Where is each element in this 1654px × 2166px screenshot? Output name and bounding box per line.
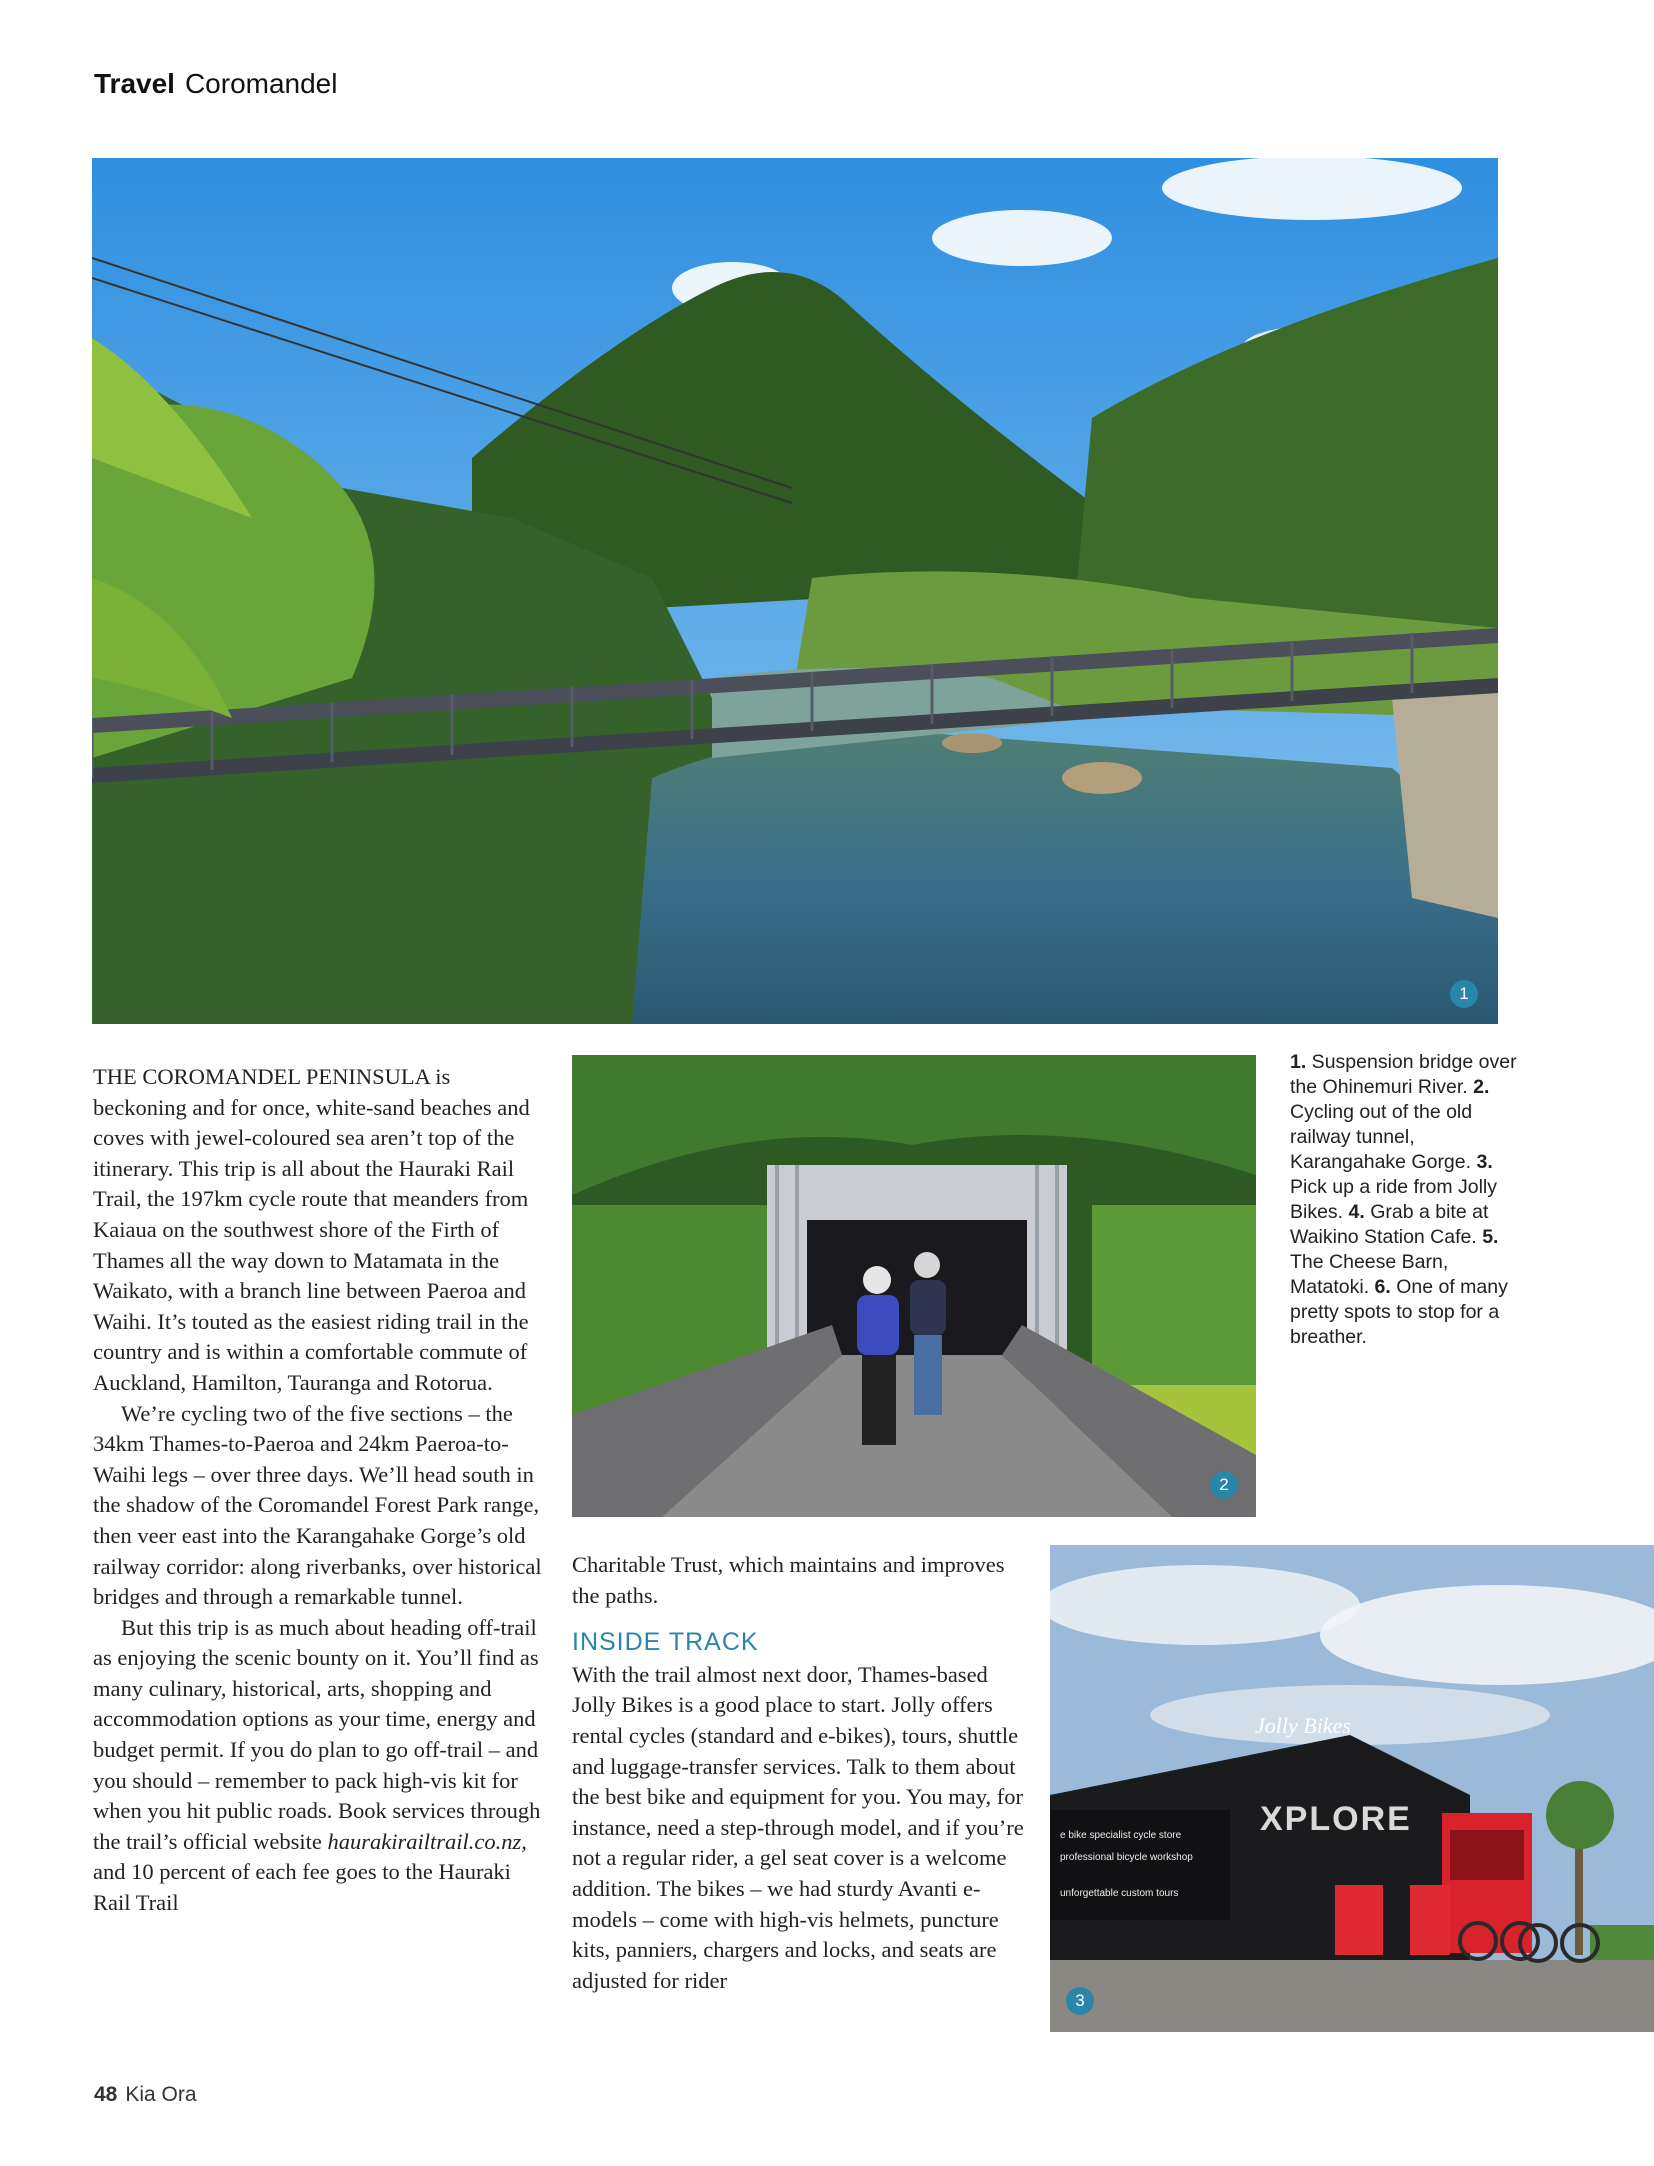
page-number: 48 <box>94 2083 118 2106</box>
tunnel-scene-image <box>572 1055 1256 1517</box>
caption-number: 6. <box>1374 1276 1391 1298</box>
shop-wall-sign: XPLORE <box>1260 1800 1412 1838</box>
photo-number-badge: 2 <box>1210 1471 1238 1499</box>
caption-number: 2. <box>1473 1076 1490 1098</box>
caption-text: Pick up a ride from Jolly Bikes. <box>1290 1176 1497 1223</box>
paragraph-text: But this trip is as much about heading off-trail as enjoying the scenic bounty on it. You’ll find as many culinary, historical, arts, shopping and accommodation options as your time, energy and budget permit. If you do plan to go off-trail – and you should – remember to pack high-vis kit for when you hit public roads. Book services through the trail’s official website <box>93 1614 541 1854</box>
banner-line: unforgettable custom tours <box>1060 1888 1179 1899</box>
photo-suspension-bridge <box>92 158 1498 1024</box>
subheading: INSIDE TRACK <box>572 1628 759 1657</box>
shop-brand-sign: Jolly Bikes <box>1255 1713 1351 1738</box>
subsection-label: Coromandel <box>184 68 338 99</box>
caption-number: 5. <box>1482 1226 1499 1248</box>
caption-text: Grab a bite at Waikino Station Cafe. <box>1290 1201 1489 1248</box>
body-paragraph: With the trail almost next door, Thames-based Jolly Bikes is a good place to start. Jolly offers rental cycles (standard and e-bikes), tours, shuttle and luggage-transfer services. Talk to them about the best bike and equipment for you. You may, for instance, need a step-through model, and if you’re not a regular rider, a gel seat cover is a welcome addition. The bikes – we had sturdy Avanti e-models – come with high-vis helmets, puncture kits, panniers, chargers and locks, and seats are adjusted for rider <box>572 1661 1024 1993</box>
body-paragraph <box>93 1062 545 1399</box>
bike-shop-scene-image <box>1050 1545 1654 2032</box>
body-paragraph: We’re cycling two of the five sections – the 34km Thames-to-Paeroa and 24km Paeroa-to-Waihi legs – over three days. We’ll head south in the shadow of the Coromandel Forest Park range, then veer east into the Karangahake Gorge’s old railway corridor: along riverbanks, over historical bridges and through a remarkable tunnel. <box>93 1400 542 1610</box>
section-header <box>94 68 337 100</box>
photo-number-badge: 3 <box>1066 1987 1094 2015</box>
body-column-1 <box>93 1062 545 1919</box>
caption-number: 3. <box>1476 1151 1493 1173</box>
photo-tunnel-cyclists <box>572 1055 1256 1517</box>
banner-line: professional bicycle workshop <box>1060 1852 1193 1863</box>
caption-text: Suspension bridge over the Ohinemuri River. <box>1290 1051 1517 1098</box>
photo-number-badge: 1 <box>1450 980 1478 1008</box>
photo-captions <box>1290 1050 1520 1350</box>
magazine-name: Kia Ora <box>125 2083 197 2106</box>
photo-jolly-bikes <box>1050 1545 1654 2032</box>
body-paragraph: Charitable Trust, which maintains and improves the paths. <box>572 1552 1005 1608</box>
bridge-scene-image <box>92 158 1498 1024</box>
body-paragraph <box>93 1613 545 1919</box>
caption-number: 1. <box>1290 1051 1307 1073</box>
caption-text: Cycling out of the old railway tunnel, Karangahake Gorge. <box>1290 1101 1477 1173</box>
caption-text: The Cheese Barn, Matatoki. <box>1290 1251 1449 1298</box>
caption-number: 4. <box>1348 1201 1365 1223</box>
caption-text: One of many pretty spots to stop for a breather. <box>1290 1276 1508 1348</box>
lead-in: THE COROMANDEL PENINSULA is <box>93 1064 451 1089</box>
banner-line: e bike specialist cycle store <box>1060 1830 1182 1841</box>
section-label: Travel <box>94 68 175 99</box>
body-column-2 <box>572 1550 1027 1996</box>
paragraph-text: and 10 percent of each fee goes to the Hauraki Rail Trail <box>93 1859 511 1916</box>
shop-banner <box>1060 1825 1230 1905</box>
page-footer <box>94 2083 197 2107</box>
paragraph-text: beckoning and for once, white-sand beaches and coves with jewel-coloured sea aren’t top of the itinerary. This trip is all about the Hauraki Rail Trail, the 197km cycle route that meanders from Kaiaua on the southwest shore of the Firth of Thames all the way down to Matamata in the Waikato, with a branch line between Paeroa and Waihi. It’s touted as the easiest riding trail in the country and is within a comfortable commute of Auckland, Hamilton, Tauranga and Rotorua. <box>93 1094 530 1395</box>
website-link[interactable]: haurakirailtrail.co.nz, <box>327 1828 527 1854</box>
